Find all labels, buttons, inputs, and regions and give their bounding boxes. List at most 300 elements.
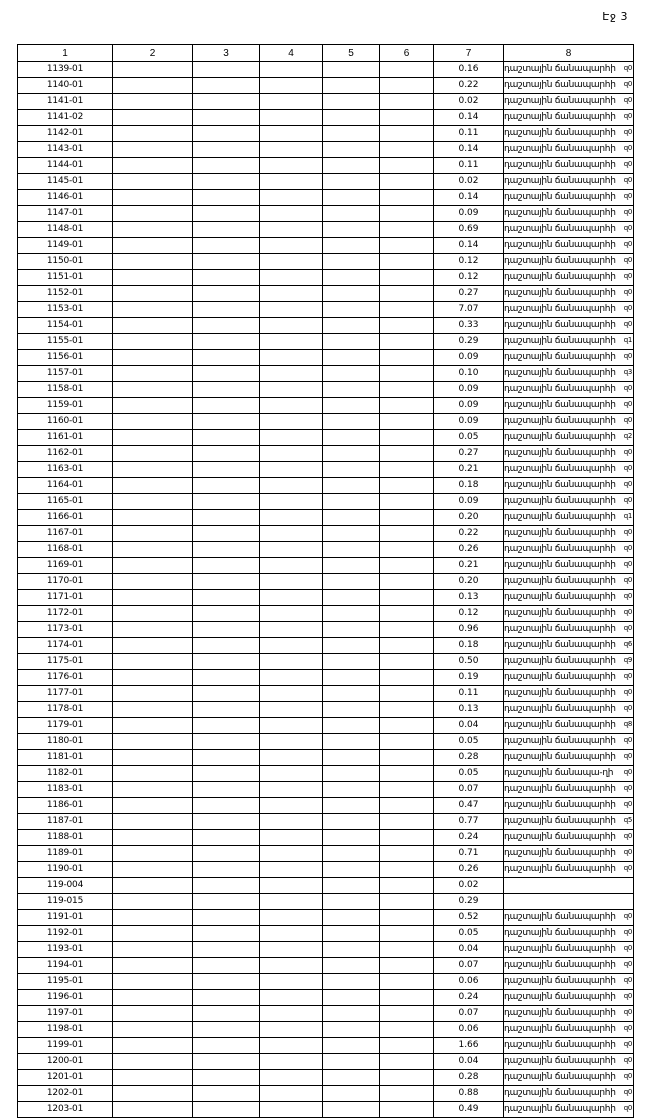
- cell-description: [504, 286, 634, 302]
- cell-empty: [380, 1022, 434, 1038]
- description-suffix: զ0: [623, 976, 632, 984]
- cell-empty: [323, 126, 380, 142]
- cell-empty: [260, 766, 323, 782]
- cell-empty: [380, 558, 434, 574]
- description-text: դաշտային ճանապարհի: [504, 592, 616, 602]
- cell-empty: [260, 206, 323, 222]
- cell-code: 1169-01: [18, 558, 113, 574]
- cell-empty: [113, 398, 193, 414]
- description-suffix: զ0: [623, 928, 632, 936]
- cell-empty: [113, 318, 193, 334]
- column-header-3: 3: [193, 45, 260, 62]
- cell-empty: [113, 638, 193, 654]
- table-row: [18, 94, 634, 110]
- description-suffix: զ0: [623, 800, 632, 808]
- description-text: դաշտային ճանապարհի: [504, 1024, 616, 1034]
- cell-empty: [260, 510, 323, 526]
- cell-description: [504, 270, 634, 286]
- cell-code: 1166-01: [18, 510, 113, 526]
- cell-empty: [113, 958, 193, 974]
- cell-code: 1175-01: [18, 654, 113, 670]
- description-suffix: զ0: [623, 784, 632, 792]
- cell-value: 0.88: [434, 1086, 504, 1102]
- cell-code: 1187-01: [18, 814, 113, 830]
- cell-description: [504, 350, 634, 366]
- table-row: [18, 254, 634, 270]
- table-row: [18, 334, 634, 350]
- cell-empty: [323, 926, 380, 942]
- description-text: դաշտային ճանապարհի: [504, 816, 616, 826]
- table-row: [18, 174, 634, 190]
- cell-empty: [260, 430, 323, 446]
- description-text: դաշտային ճանապարհի: [504, 1072, 616, 1082]
- cell-empty: [260, 1038, 323, 1054]
- cell-empty: [113, 526, 193, 542]
- cell-empty: [113, 1086, 193, 1102]
- cell-description: [504, 62, 634, 78]
- cell-empty: [113, 190, 193, 206]
- description-suffix: զ0: [623, 384, 632, 392]
- cell-value: 0.71: [434, 846, 504, 862]
- cell-value: 0.18: [434, 638, 504, 654]
- description-text: դաշտային ճանապարհի: [504, 368, 616, 378]
- cell-empty: [193, 942, 260, 958]
- table-header-row: [18, 45, 634, 62]
- cell-empty: [193, 126, 260, 142]
- cell-empty: [260, 830, 323, 846]
- description-text: դաշտային ճանապարհի: [504, 80, 616, 90]
- cell-empty: [323, 718, 380, 734]
- cell-empty: [380, 958, 434, 974]
- cell-description: [504, 94, 634, 110]
- cell-code: 1188-01: [18, 830, 113, 846]
- cell-empty: [193, 142, 260, 158]
- cell-value: 0.09: [434, 206, 504, 222]
- description-text: դաշտային ճանապարհի: [504, 208, 616, 218]
- cell-code: 1150-01: [18, 254, 113, 270]
- column-header-2: 2: [113, 45, 193, 62]
- cell-description: [504, 686, 634, 702]
- cell-empty: [380, 702, 434, 718]
- cell-empty: [380, 574, 434, 590]
- cell-value: 0.49: [434, 1102, 504, 1118]
- description-suffix: զ0: [623, 560, 632, 568]
- cell-code: 1193-01: [18, 942, 113, 958]
- cell-code: 1154-01: [18, 318, 113, 334]
- description-text: դաշտային ճանապարհի: [504, 544, 616, 554]
- cell-code: 1181-01: [18, 750, 113, 766]
- cell-code: 1141-02: [18, 110, 113, 126]
- description-text: դաշտային ճանապարհի: [504, 992, 616, 1002]
- cell-value: 0.26: [434, 862, 504, 878]
- cell-code: 1164-01: [18, 478, 113, 494]
- cell-code: 1157-01: [18, 366, 113, 382]
- cell-code: 1196-01: [18, 990, 113, 1006]
- cell-code: 1201-01: [18, 1070, 113, 1086]
- cell-code: 1182-01: [18, 766, 113, 782]
- description-text: դաշտային ճանապարհի: [504, 864, 616, 874]
- cell-empty: [380, 398, 434, 414]
- cell-empty: [260, 734, 323, 750]
- cell-empty: [380, 542, 434, 558]
- cell-description: [504, 814, 634, 830]
- cell-empty: [380, 718, 434, 734]
- cell-empty: [260, 526, 323, 542]
- cell-empty: [113, 910, 193, 926]
- cell-empty: [193, 590, 260, 606]
- description-suffix: զ0: [623, 672, 632, 680]
- description-text: դաշտային ճանապարհի: [504, 496, 616, 506]
- cell-empty: [380, 254, 434, 270]
- cell-empty: [193, 766, 260, 782]
- cell-code: 1145-01: [18, 174, 113, 190]
- cell-empty: [113, 606, 193, 622]
- cell-value: 0.27: [434, 286, 504, 302]
- cell-empty: [323, 430, 380, 446]
- description-text: դաշտային ճանապարհի: [504, 560, 616, 570]
- cell-value: 0.24: [434, 830, 504, 846]
- cell-empty: [260, 446, 323, 462]
- cell-empty: [260, 94, 323, 110]
- description-text: դաշտային ճանապարհի: [504, 512, 616, 522]
- description-text: դաշտային ճանապարհի: [504, 480, 616, 490]
- description-suffix: զ0: [623, 128, 632, 136]
- description-suffix: զ0: [623, 448, 632, 456]
- cell-empty: [193, 654, 260, 670]
- cell-empty: [193, 1022, 260, 1038]
- cell-empty: [193, 974, 260, 990]
- cell-empty: [260, 958, 323, 974]
- table-row: [18, 126, 634, 142]
- cell-code: 1140-01: [18, 78, 113, 94]
- cell-description: [504, 382, 634, 398]
- cell-empty: [260, 718, 323, 734]
- cell-empty: [323, 542, 380, 558]
- cell-empty: [113, 174, 193, 190]
- description-text: դաշտային ճանապարհի: [504, 1040, 616, 1050]
- cell-description: [504, 398, 634, 414]
- description-text: դաշտային ճանապարհի: [504, 464, 616, 474]
- description-suffix: զ8: [623, 720, 632, 728]
- table-body: [18, 62, 634, 1118]
- cell-empty: [193, 990, 260, 1006]
- description-text: դաշտային ճանապարհի: [504, 400, 616, 410]
- cell-empty: [193, 1054, 260, 1070]
- cell-empty: [380, 158, 434, 174]
- cell-empty: [380, 174, 434, 190]
- cell-empty: [260, 926, 323, 942]
- description-text: դաշտային ճանապարհի: [504, 704, 616, 714]
- table-row: [18, 526, 634, 542]
- cell-empty: [323, 1038, 380, 1054]
- cell-code: 1176-01: [18, 670, 113, 686]
- description-suffix: զ1: [623, 512, 632, 520]
- cell-empty: [323, 654, 380, 670]
- cell-empty: [323, 94, 380, 110]
- cell-empty: [260, 158, 323, 174]
- cell-empty: [113, 494, 193, 510]
- description-suffix: զ0: [623, 752, 632, 760]
- description-suffix: զ0: [623, 1072, 632, 1080]
- cell-empty: [323, 270, 380, 286]
- cell-description: [504, 942, 634, 958]
- cell-empty: [260, 302, 323, 318]
- cell-description: [504, 174, 634, 190]
- table-row: [18, 478, 634, 494]
- cell-empty: [260, 750, 323, 766]
- cell-empty: [380, 206, 434, 222]
- description-suffix: զ0: [623, 1024, 632, 1032]
- cell-empty: [323, 414, 380, 430]
- cell-empty: [323, 254, 380, 270]
- cell-code: 1190-01: [18, 862, 113, 878]
- cell-empty: [380, 478, 434, 494]
- cell-empty: [113, 1022, 193, 1038]
- cell-empty: [260, 702, 323, 718]
- table-row: [18, 782, 634, 798]
- cell-empty: [380, 126, 434, 142]
- column-header-1: 1: [18, 45, 113, 62]
- description-text: դաշտային ճանապարհի: [504, 976, 616, 986]
- cell-empty: [113, 670, 193, 686]
- description-text: դաշտային ճանապարհի: [504, 336, 616, 346]
- cell-code: 1165-01: [18, 494, 113, 510]
- cell-empty: [323, 574, 380, 590]
- cell-empty: [260, 238, 323, 254]
- cell-description: [504, 206, 634, 222]
- cell-empty: [380, 110, 434, 126]
- cell-code: 1174-01: [18, 638, 113, 654]
- cell-value: 0.05: [434, 734, 504, 750]
- cell-empty: [193, 430, 260, 446]
- description-suffix: զ0: [623, 256, 632, 264]
- description-suffix: զ0: [623, 576, 632, 584]
- cell-value: 0.21: [434, 462, 504, 478]
- cell-description: [504, 462, 634, 478]
- cell-empty: [193, 78, 260, 94]
- description-text: դաշտային ճանապարհի: [504, 624, 616, 634]
- cell-empty: [193, 414, 260, 430]
- cell-description: [504, 478, 634, 494]
- description-suffix: զ0: [623, 304, 632, 312]
- cell-code: 1191-01: [18, 910, 113, 926]
- cell-empty: [323, 878, 380, 894]
- cell-empty: [380, 350, 434, 366]
- table-row: [18, 974, 634, 990]
- description-suffix: զ0: [623, 112, 632, 120]
- cell-code: 1143-01: [18, 142, 113, 158]
- cell-empty: [193, 606, 260, 622]
- description-text: դաշտային ճանապարհի: [504, 320, 616, 330]
- cell-empty: [260, 1102, 323, 1118]
- cell-empty: [380, 910, 434, 926]
- cell-empty: [260, 558, 323, 574]
- cell-empty: [193, 158, 260, 174]
- cell-value: 0.12: [434, 270, 504, 286]
- table-row: [18, 766, 634, 782]
- cell-empty: [193, 894, 260, 910]
- cell-empty: [323, 590, 380, 606]
- table-row: [18, 1070, 634, 1086]
- cell-empty: [260, 478, 323, 494]
- cell-code: 119-004: [18, 878, 113, 894]
- cell-empty: [193, 526, 260, 542]
- cell-empty: [260, 846, 323, 862]
- cell-value: 0.09: [434, 350, 504, 366]
- cell-empty: [260, 286, 323, 302]
- description-suffix: զ0: [623, 992, 632, 1000]
- cell-empty: [380, 190, 434, 206]
- cell-empty: [113, 430, 193, 446]
- cell-empty: [260, 814, 323, 830]
- cell-description: [504, 606, 634, 622]
- cell-empty: [380, 590, 434, 606]
- cell-empty: [260, 142, 323, 158]
- cell-empty: [323, 398, 380, 414]
- cell-empty: [260, 174, 323, 190]
- description-text: դաշտային ճանապարհի: [504, 64, 616, 74]
- table-row: [18, 398, 634, 414]
- cell-empty: [193, 702, 260, 718]
- description-suffix: զ0: [623, 768, 632, 776]
- cell-empty: [113, 110, 193, 126]
- description-suffix: զ9: [623, 656, 632, 664]
- table-row: [18, 1102, 634, 1118]
- cell-value: 0.69: [434, 222, 504, 238]
- cell-empty: [260, 654, 323, 670]
- cell-empty: [193, 382, 260, 398]
- cell-code: 1194-01: [18, 958, 113, 974]
- description-suffix: զ0: [623, 864, 632, 872]
- table-row: [18, 1054, 634, 1070]
- cell-empty: [113, 926, 193, 942]
- cell-empty: [260, 862, 323, 878]
- cell-code: 1171-01: [18, 590, 113, 606]
- cell-empty: [113, 382, 193, 398]
- cell-empty: [113, 414, 193, 430]
- description-text: դաշտային ճանապարհի: [504, 800, 616, 810]
- cell-empty: [380, 878, 434, 894]
- cell-empty: [323, 910, 380, 926]
- cell-code: 1180-01: [18, 734, 113, 750]
- cell-value: 0.18: [434, 478, 504, 494]
- cell-empty: [323, 462, 380, 478]
- cell-empty: [113, 574, 193, 590]
- description-text: դաշտային ճանապարհի: [504, 608, 616, 618]
- cell-empty: [380, 366, 434, 382]
- cell-description: [504, 526, 634, 542]
- description-text: դաշտային ճանապարհի: [504, 448, 616, 458]
- table-row: [18, 222, 634, 238]
- cell-value: 0.14: [434, 190, 504, 206]
- cell-empty: [113, 878, 193, 894]
- cell-empty: [113, 1006, 193, 1022]
- cell-code: 1199-01: [18, 1038, 113, 1054]
- cell-description: [504, 846, 634, 862]
- cell-empty: [260, 942, 323, 958]
- cell-empty: [323, 766, 380, 782]
- cell-code: 1177-01: [18, 686, 113, 702]
- description-text: դաշտային ճանապարհի: [504, 736, 616, 746]
- table-row: [18, 110, 634, 126]
- cell-empty: [323, 478, 380, 494]
- cell-empty: [323, 846, 380, 862]
- table-row: [18, 414, 634, 430]
- cell-empty: [193, 1038, 260, 1054]
- cell-code: 119-015: [18, 894, 113, 910]
- description-text: դաշտային ճանապարհի: [504, 656, 616, 666]
- cell-empty: [323, 142, 380, 158]
- table-row: [18, 142, 634, 158]
- description-text: դաշտային ճանապարհի: [504, 832, 616, 842]
- cell-empty: [113, 750, 193, 766]
- description-text: դաշտային ճանապարհի: [504, 256, 616, 266]
- cell-value: 0.13: [434, 702, 504, 718]
- cell-empty: [260, 1054, 323, 1070]
- cell-code: 1178-01: [18, 702, 113, 718]
- cell-code: 1200-01: [18, 1054, 113, 1070]
- cell-empty: [260, 494, 323, 510]
- cell-empty: [323, 638, 380, 654]
- cell-value: 0.11: [434, 158, 504, 174]
- description-text: դաշտային ճանապարհի: [504, 112, 616, 122]
- table-row: [18, 286, 634, 302]
- cell-description: [504, 78, 634, 94]
- description-text: դաշտային ճանապարհի: [504, 224, 616, 234]
- cell-value: 0.26: [434, 542, 504, 558]
- cell-empty: [323, 750, 380, 766]
- description-suffix: զ0: [623, 960, 632, 968]
- cell-empty: [380, 286, 434, 302]
- cell-value: 0.27: [434, 446, 504, 462]
- cell-empty: [113, 478, 193, 494]
- cell-empty: [323, 510, 380, 526]
- description-suffix: զ0: [623, 272, 632, 280]
- cell-empty: [323, 302, 380, 318]
- cell-empty: [260, 366, 323, 382]
- cell-code: 1195-01: [18, 974, 113, 990]
- cell-empty: [323, 526, 380, 542]
- cell-value: 0.05: [434, 430, 504, 446]
- table-row: [18, 542, 634, 558]
- cell-value: 0.02: [434, 878, 504, 894]
- description-suffix: զ0: [623, 848, 632, 856]
- cell-empty: [260, 574, 323, 590]
- cell-empty: [193, 62, 260, 78]
- cell-description: [504, 414, 634, 430]
- cell-empty: [323, 958, 380, 974]
- description-text: դաշտային ճանապարհի: [504, 848, 616, 858]
- description-suffix: զ0: [623, 96, 632, 104]
- cell-empty: [323, 174, 380, 190]
- cell-empty: [323, 382, 380, 398]
- table-row: [18, 942, 634, 958]
- cell-description: [504, 510, 634, 526]
- cell-code: 1197-01: [18, 1006, 113, 1022]
- cell-description: [504, 126, 634, 142]
- cell-empty: [193, 398, 260, 414]
- cell-empty: [260, 894, 323, 910]
- cell-empty: [260, 590, 323, 606]
- description-suffix: զ0: [623, 400, 632, 408]
- cell-empty: [113, 862, 193, 878]
- cell-empty: [380, 462, 434, 478]
- cell-empty: [113, 686, 193, 702]
- cell-value: 0.07: [434, 958, 504, 974]
- cell-empty: [193, 830, 260, 846]
- cell-code: 1147-01: [18, 206, 113, 222]
- cell-empty: [323, 206, 380, 222]
